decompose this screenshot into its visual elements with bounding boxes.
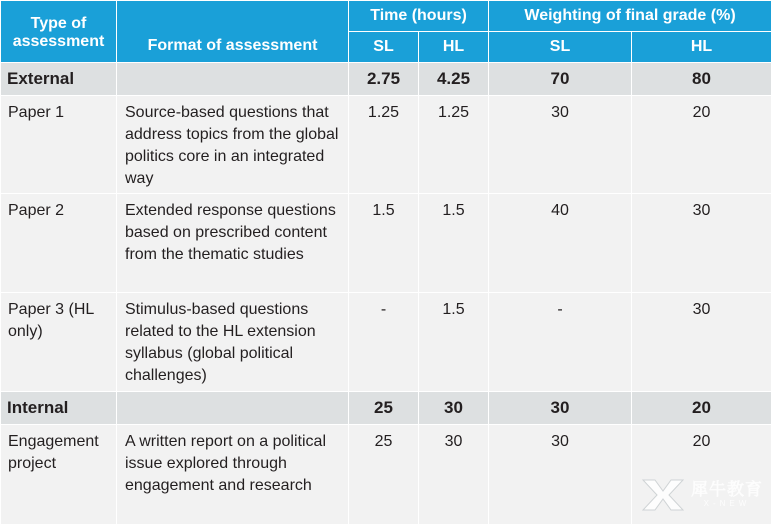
header-weighting: Weighting of final grade (%) bbox=[489, 1, 771, 32]
header-weight-sl: SL bbox=[489, 32, 632, 63]
row-type: Engagement project bbox=[1, 425, 117, 525]
row-time-sl: 25 bbox=[349, 425, 419, 525]
section-format-empty bbox=[117, 63, 349, 96]
row-type: Paper 2 bbox=[1, 194, 117, 293]
internal-time-hl: 30 bbox=[419, 392, 489, 425]
row-type: Paper 1 bbox=[1, 96, 117, 194]
header-weight-hl: HL bbox=[632, 32, 771, 63]
row-format: A written report on a political issue explored through engagement and research bbox=[117, 425, 349, 525]
watermark-name-cn: 犀牛教育 bbox=[691, 481, 763, 499]
row-weight-hl: 20 bbox=[632, 96, 771, 194]
row-format: Extended response questions based on prescribed content from the thematic studies bbox=[117, 194, 349, 293]
section-label-external: External bbox=[1, 63, 117, 96]
header-time-sl: SL bbox=[349, 32, 419, 63]
row-time-hl: 1.25 bbox=[419, 96, 489, 194]
row-weight-sl: - bbox=[489, 293, 632, 392]
external-weight-hl: 80 bbox=[632, 63, 771, 96]
table-row-paper-3 bbox=[1, 293, 771, 392]
row-time-sl: 1.25 bbox=[349, 96, 419, 194]
header-type-of-assessment: Type of assessment bbox=[1, 1, 117, 63]
row-weight-sl: 30 bbox=[489, 96, 632, 194]
header-time-hl: HL bbox=[419, 32, 489, 63]
section-format-empty bbox=[117, 392, 349, 425]
internal-weight-hl: 20 bbox=[632, 392, 771, 425]
row-format: Stimulus-based questions related to the HL extension syllabus (global political challenges) bbox=[117, 293, 349, 392]
watermark-name-en: X-NEW bbox=[704, 499, 751, 509]
watermark-logo bbox=[641, 478, 763, 512]
row-time-sl: - bbox=[349, 293, 419, 392]
section-label-internal: Internal bbox=[1, 392, 117, 425]
section-row-internal bbox=[1, 392, 771, 425]
row-weight-hl: 20 bbox=[632, 425, 771, 525]
row-time-hl: 1.5 bbox=[419, 293, 489, 392]
external-time-sl: 2.75 bbox=[349, 63, 419, 96]
internal-weight-sl: 30 bbox=[489, 392, 632, 425]
xnew-logo-icon bbox=[641, 478, 685, 512]
table-row-paper-1 bbox=[1, 96, 771, 194]
row-time-hl: 1.5 bbox=[419, 194, 489, 293]
internal-time-sl: 25 bbox=[349, 392, 419, 425]
row-time-hl: 30 bbox=[419, 425, 489, 525]
row-weight-hl: 30 bbox=[632, 194, 771, 293]
external-weight-sl: 70 bbox=[489, 63, 632, 96]
row-weight-sl: 40 bbox=[489, 194, 632, 293]
row-weight-hl: 30 bbox=[632, 293, 771, 392]
table-row-paper-2 bbox=[1, 194, 771, 293]
row-format: Source-based questions that address topics from the global politics core in an integrated way bbox=[117, 96, 349, 194]
row-weight-sl: 30 bbox=[489, 425, 632, 525]
table-header bbox=[1, 1, 771, 63]
row-time-sl: 1.5 bbox=[349, 194, 419, 293]
row-type: Paper 3 (HL only) bbox=[1, 293, 117, 392]
header-time-hours: Time (hours) bbox=[349, 1, 489, 32]
external-time-hl: 4.25 bbox=[419, 63, 489, 96]
section-row-external bbox=[1, 63, 771, 96]
header-format-of-assessment: Format of assessment bbox=[117, 1, 349, 63]
